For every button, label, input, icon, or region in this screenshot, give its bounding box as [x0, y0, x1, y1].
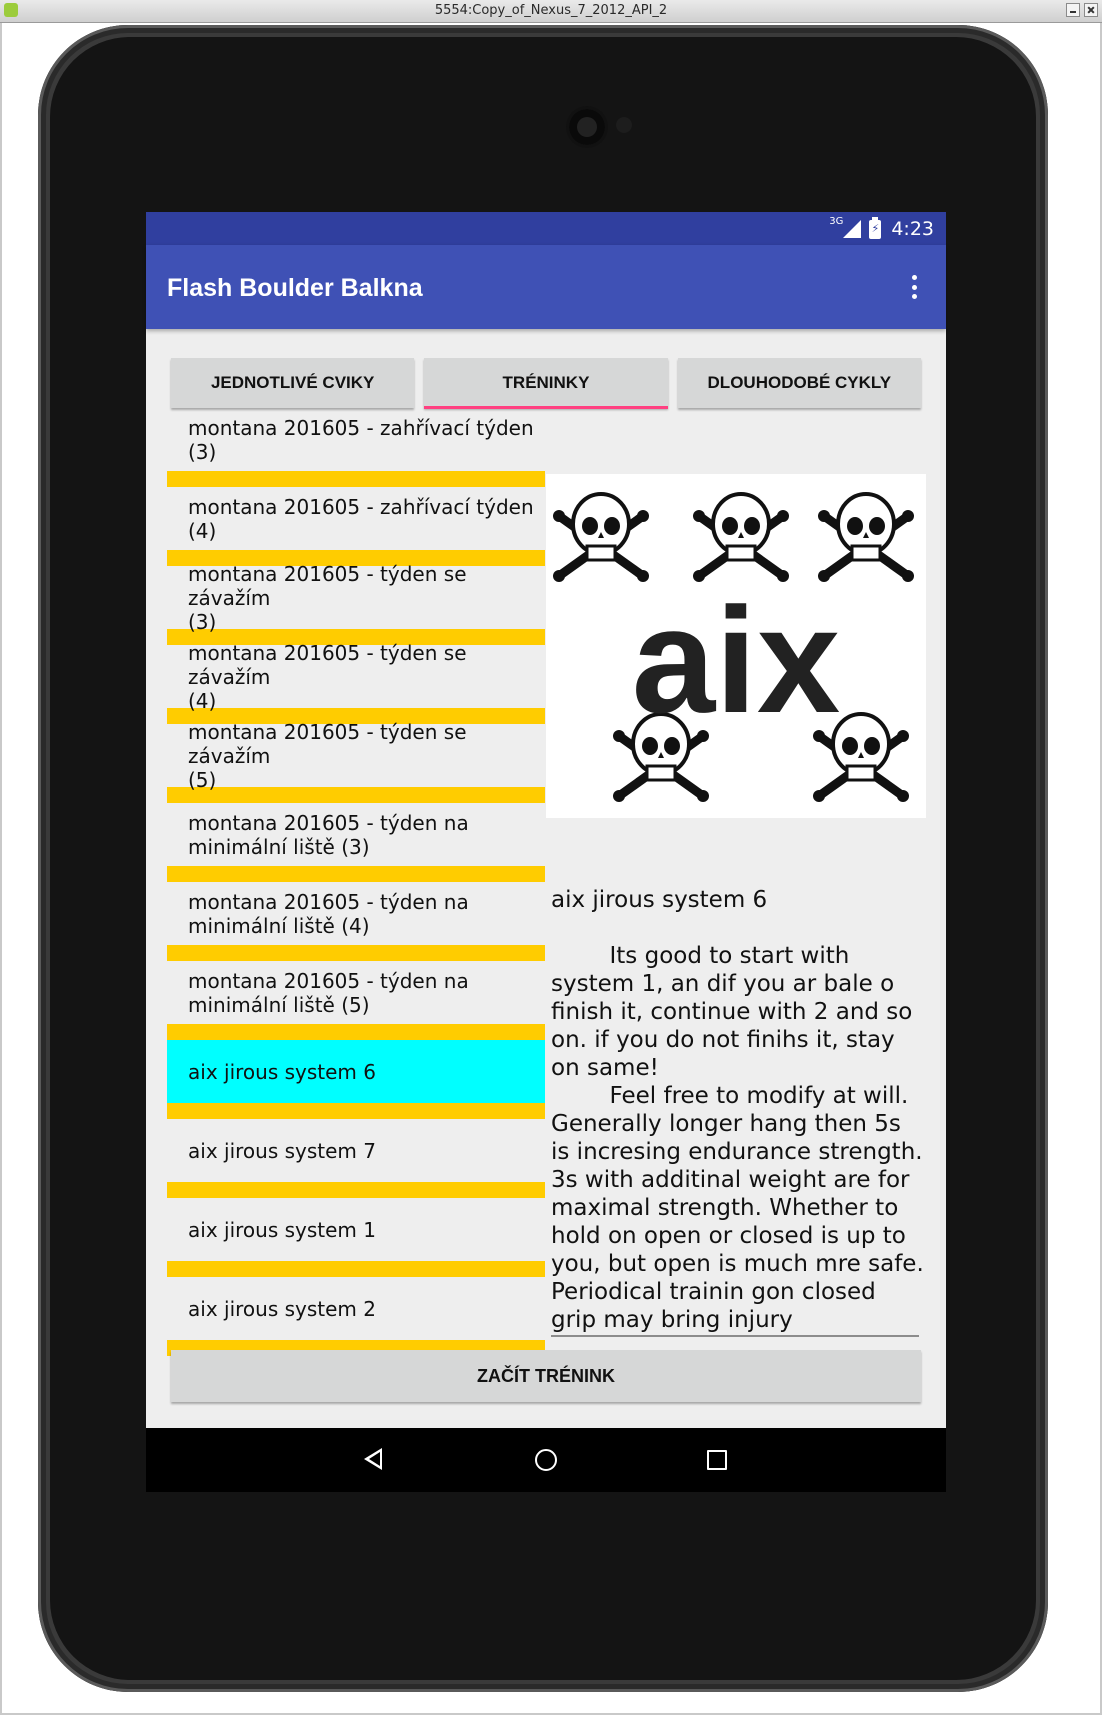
- list-item-label: aix jirous system 1: [188, 1217, 376, 1242]
- list-item-selected[interactable]: [167, 1040, 545, 1119]
- description-divider: [551, 1335, 919, 1337]
- list-item-label-line2: minimální liště (4): [188, 913, 370, 938]
- list-item[interactable]: [167, 408, 545, 487]
- list-item-label: montana 201605 - týden se závažím: [188, 561, 467, 610]
- navigation-bar: [146, 1428, 946, 1492]
- start-training-button[interactable]: ZAČÍT TRÉNINK: [171, 1350, 921, 1402]
- training-list[interactable]: [167, 408, 545, 1328]
- list-item-label: aix jirous system 7: [188, 1138, 376, 1163]
- home-icon[interactable]: [535, 1449, 557, 1471]
- list-item[interactable]: [167, 1277, 545, 1356]
- list-item-label: montana 201605 - zahřívací týden: [188, 415, 534, 440]
- list-item-label: montana 201605 - týden se závažím: [188, 719, 467, 768]
- overflow-menu-icon[interactable]: [912, 275, 918, 299]
- tab-bar: [171, 358, 921, 408]
- list-item-label-line2: (3): [188, 439, 217, 464]
- front-camera: [569, 109, 605, 145]
- list-item-label: montana 201605 - týden na: [188, 968, 469, 993]
- list-item-label: montana 201605 - zahřívací týden: [188, 494, 534, 519]
- list-item[interactable]: [167, 803, 545, 882]
- list-item-label-line2: (3): [188, 609, 217, 634]
- list-item[interactable]: [167, 961, 545, 1040]
- emulator-window-titlebar: [0, 0, 1102, 23]
- training-image: [546, 474, 926, 818]
- tab-trainings[interactable]: TRÉNINKY: [424, 358, 667, 408]
- list-item-label: montana 201605 - týden se závažím: [188, 640, 467, 689]
- list-item-label-line2: (4): [188, 518, 217, 543]
- list-item-label-line2: minimální liště (5): [188, 992, 370, 1017]
- list-item-label-line2: (5): [188, 767, 217, 792]
- status-clock: 4:23: [891, 218, 934, 240]
- list-item-label-line2: (4): [188, 688, 217, 713]
- list-item[interactable]: [167, 1198, 545, 1277]
- app-bar: [146, 245, 946, 329]
- list-item-label: montana 201605 - týden na: [188, 889, 469, 914]
- list-item[interactable]: [167, 487, 545, 566]
- list-item-label-line2: minimální liště (3): [188, 834, 370, 859]
- battery-charging-icon: [869, 220, 881, 239]
- close-button[interactable]: [1084, 3, 1098, 17]
- light-sensor: [616, 117, 632, 133]
- status-bar: [146, 212, 946, 245]
- list-item-label: aix jirous system 6: [188, 1059, 376, 1084]
- list-item[interactable]: [167, 719, 545, 803]
- recents-icon[interactable]: [707, 1450, 727, 1470]
- list-item-label: montana 201605 - týden na: [188, 810, 469, 835]
- list-item[interactable]: [167, 1119, 545, 1198]
- minimize-button[interactable]: [1066, 3, 1080, 17]
- list-item[interactable]: [167, 882, 545, 961]
- training-description[interactable]: Its good to start with system 1, an dif you ar bale o finish it, continue with 2 and so on. if you do not finihs it, stay on same! Feel free to modify at will. Generally longer hang then 5s is incresing endurance strength. 3s with additinal weight are for maximal strength. Whether to hold on open or closed is up to you, but open is much mre safe. Periodical trainin gon closed grip may bring injury: [551, 943, 924, 1333]
- app-title: Flash Boulder Balkna: [167, 274, 423, 302]
- list-item[interactable]: [167, 561, 545, 645]
- tab-long-term-cycles[interactable]: DLOUHODOBÉ CYKLY: [678, 358, 921, 408]
- signal-icon: [843, 220, 861, 238]
- tab-single-exercises[interactable]: JEDNOTLIVÉ CVIKY: [171, 358, 414, 408]
- logo-text: aix: [631, 576, 841, 744]
- list-item[interactable]: [167, 640, 545, 724]
- list-item-label: aix jirous system 2: [188, 1296, 376, 1321]
- network-type-label: 3G: [829, 216, 844, 227]
- skull-crossbones-logo-image: [546, 474, 926, 818]
- window-title: 5554:Copy_of_Nexus_7_2012_API_2: [434, 3, 668, 18]
- back-icon[interactable]: [364, 1448, 382, 1470]
- training-title: aix jirous system 6: [551, 887, 768, 913]
- device-screen: [146, 212, 946, 1492]
